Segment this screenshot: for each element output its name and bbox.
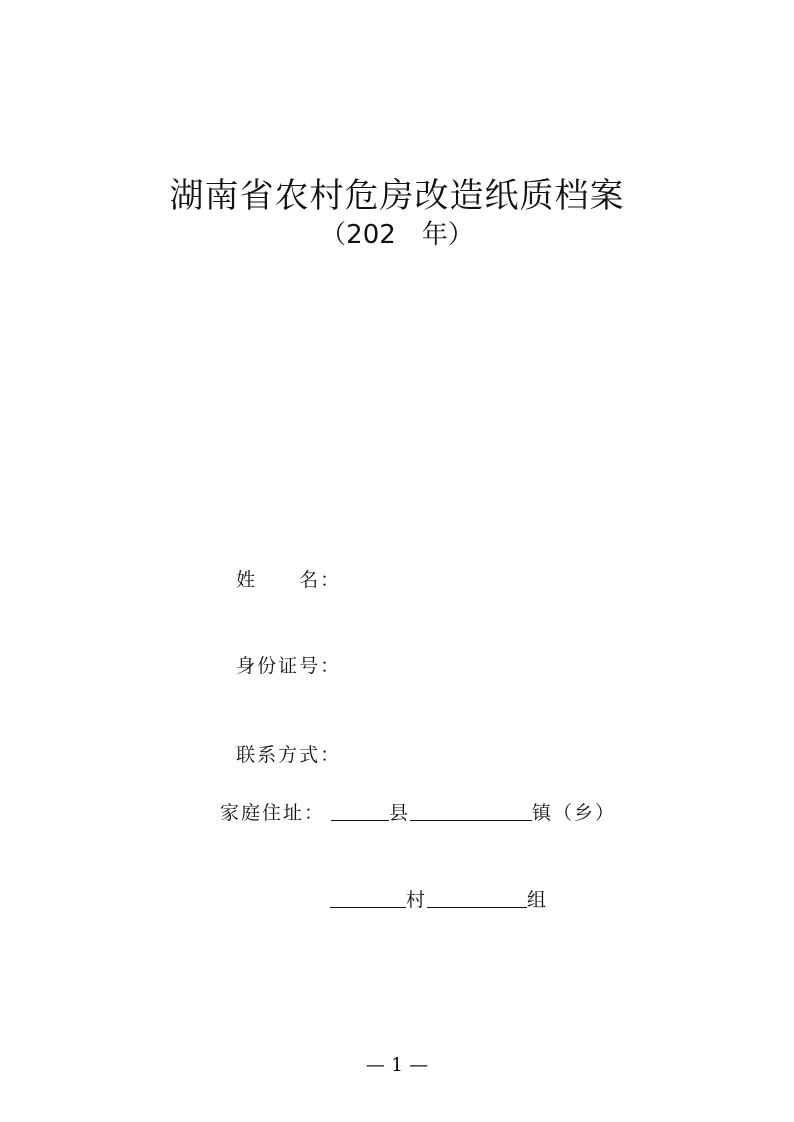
contact-field — [220, 710, 341, 770]
name-field — [220, 535, 341, 595]
page-number: — 1 — — [365, 1054, 429, 1076]
town-blank — [410, 798, 532, 821]
address-line-2 — [330, 885, 548, 915]
id-number-field — [220, 621, 341, 681]
id-number-label: 身份证号： — [236, 655, 342, 677]
address-label: 家庭住址： — [220, 802, 326, 824]
county-blank — [331, 798, 389, 821]
group-suffix: 组 — [527, 889, 549, 911]
village-suffix: 村 — [406, 889, 428, 911]
address-field — [220, 798, 616, 828]
year-label: （202 年） — [320, 220, 474, 250]
village-blank — [330, 885, 406, 908]
group-blank — [427, 885, 527, 908]
town-suffix: 镇（乡） — [532, 802, 617, 824]
name-label: 姓 名： — [236, 569, 342, 591]
county-suffix: 县 — [389, 802, 411, 824]
document-title: 湖南省农村危房改造纸质档案 — [169, 176, 625, 216]
contact-label: 联系方式： — [236, 744, 342, 766]
